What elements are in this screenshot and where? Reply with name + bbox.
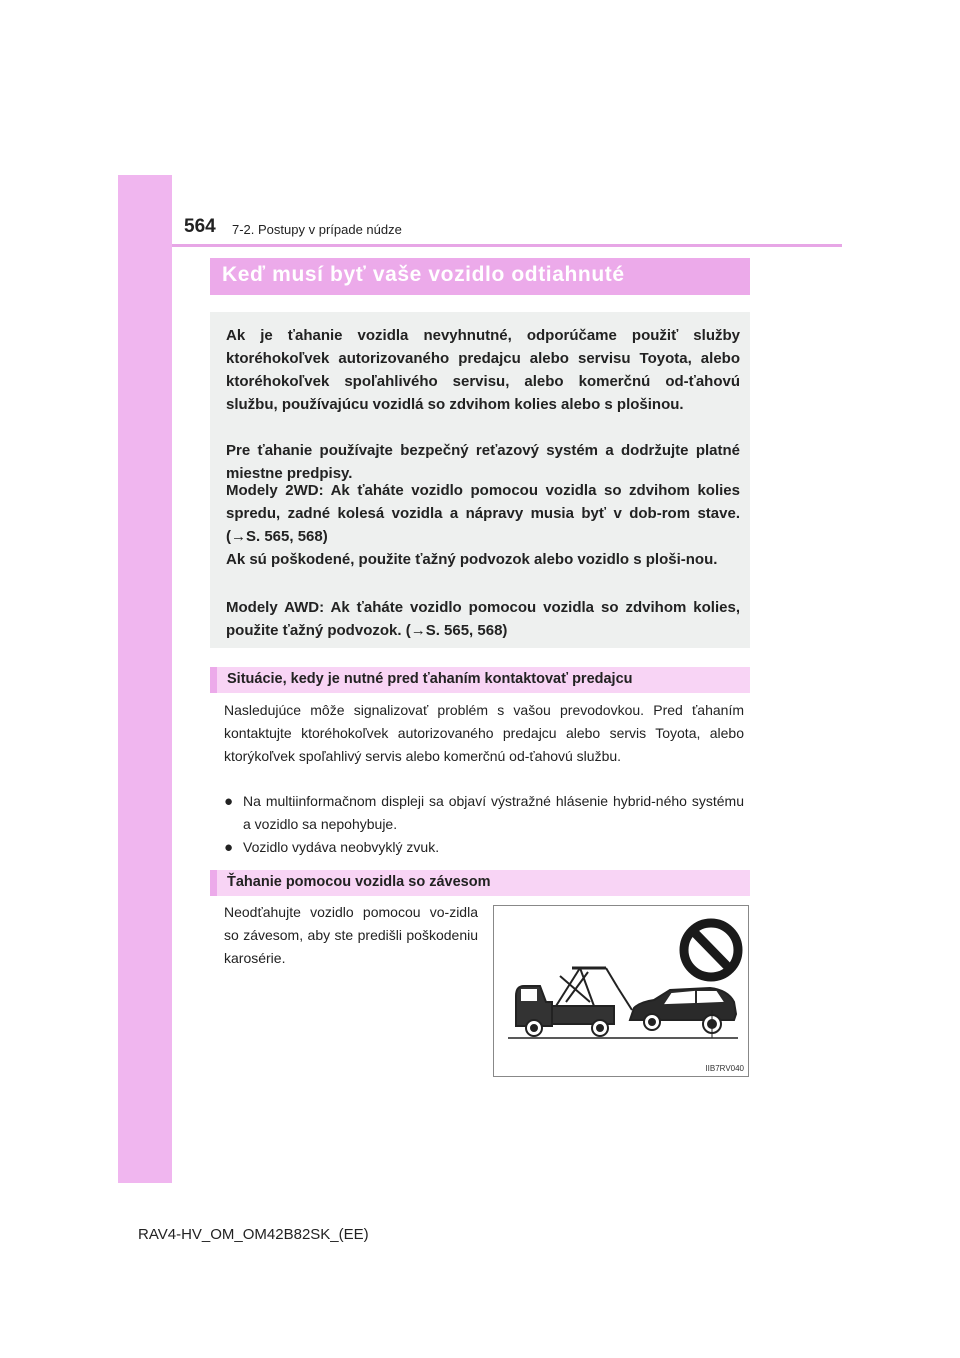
chapter-side-bar [118,175,172,1183]
bullet-text: Vozidlo vydáva neobvyklý zvuk. [243,839,440,855]
intro-paragraph-5: Modely AWD: Ak ťaháte vozidlo pomocou vozidla so zdvihom kolies, použite ťažný podvozok. (→S. 565, 568) [226,599,740,639]
bullet-dot-icon: ● [224,793,234,810]
intro-box [210,312,750,648]
chapter-title: 7-2. Postupy v prípade núdze [232,222,402,237]
hitch-body-text: Neodťahujte vozidlo pomocou vo-zidla so závesom, aby ste predišli poškodeniu karosérie. [224,904,478,966]
subsection-heading-hitch [210,870,750,896]
bullet-text: Na multiinformačnom displeji sa objaví výstražné hlásenie hybrid-ného systému a vozidlo sa nepohybuje. [243,793,744,832]
tow-truck-illustration [493,905,749,1077]
intro-paragraph-1: Ak je ťahanie vozidla nevyhnutné, odporúčame použiť služby ktoréhokoľvek autorizovaného predajcu alebo servisu Toyota, alebo ktoréhokoľvek spoľahlivého servisu, alebo komerčnú od-ťahovú službu, používajúcu vozidlá so zdvihom kolies alebo s plošinou. [226,327,740,413]
intro-paragraph-2: Pre ťahanie používajte bezpečný reťazový systém a dodržujte platné miestne predpisy. [226,442,740,482]
section-title-bar [210,258,750,295]
subsection-heading-dealer-text: Situácie, kedy je nutné pred ťahaním kontaktovať predajcu [227,671,633,687]
document-code: RAV4-HV_OM_OM42B82SK_(EE) [138,1226,369,1243]
no-entry-icon [684,923,738,977]
intro-paragraph-4: Ak sú poškodené, použite ťažný podvozok alebo vozidlo s ploši-nou. [226,551,718,568]
intro-paragraph-3: Modely 2WD: Ak ťaháte vozidlo pomocou vozidla so zdvihom kolies spredu, zadné kolesá vozidla a nápravy musia byť v dob-rom stave. (→S. 565, 568) [226,482,740,545]
towed-car-icon [630,988,736,1038]
figure-code: IIB7RV040 [705,1064,744,1073]
tow-truck-drawing [494,906,748,1076]
subsection-heading-dealer [210,667,750,693]
section-title: Keď musí byť vaše vozidlo odtiahnuté [222,263,625,286]
bullet-dot-icon: ● [224,839,234,856]
header-divider [172,244,842,247]
page-number: 564 [184,216,216,237]
dealer-body-text: Nasledujúce môže signalizovať problém s vašou prevodovkou. Pred ťahaním kontaktujte ktoréhokoľvek autorizovaného predajcu alebo servis Toyota, alebo ktorýkoľvek spoľahlivý servis alebo komerčnú od-ťahovú službu. [224,702,744,764]
subsection-heading-hitch-text: Ťahanie pomocou vozidla so závesom [227,874,491,890]
tow-truck-icon [516,968,632,1036]
